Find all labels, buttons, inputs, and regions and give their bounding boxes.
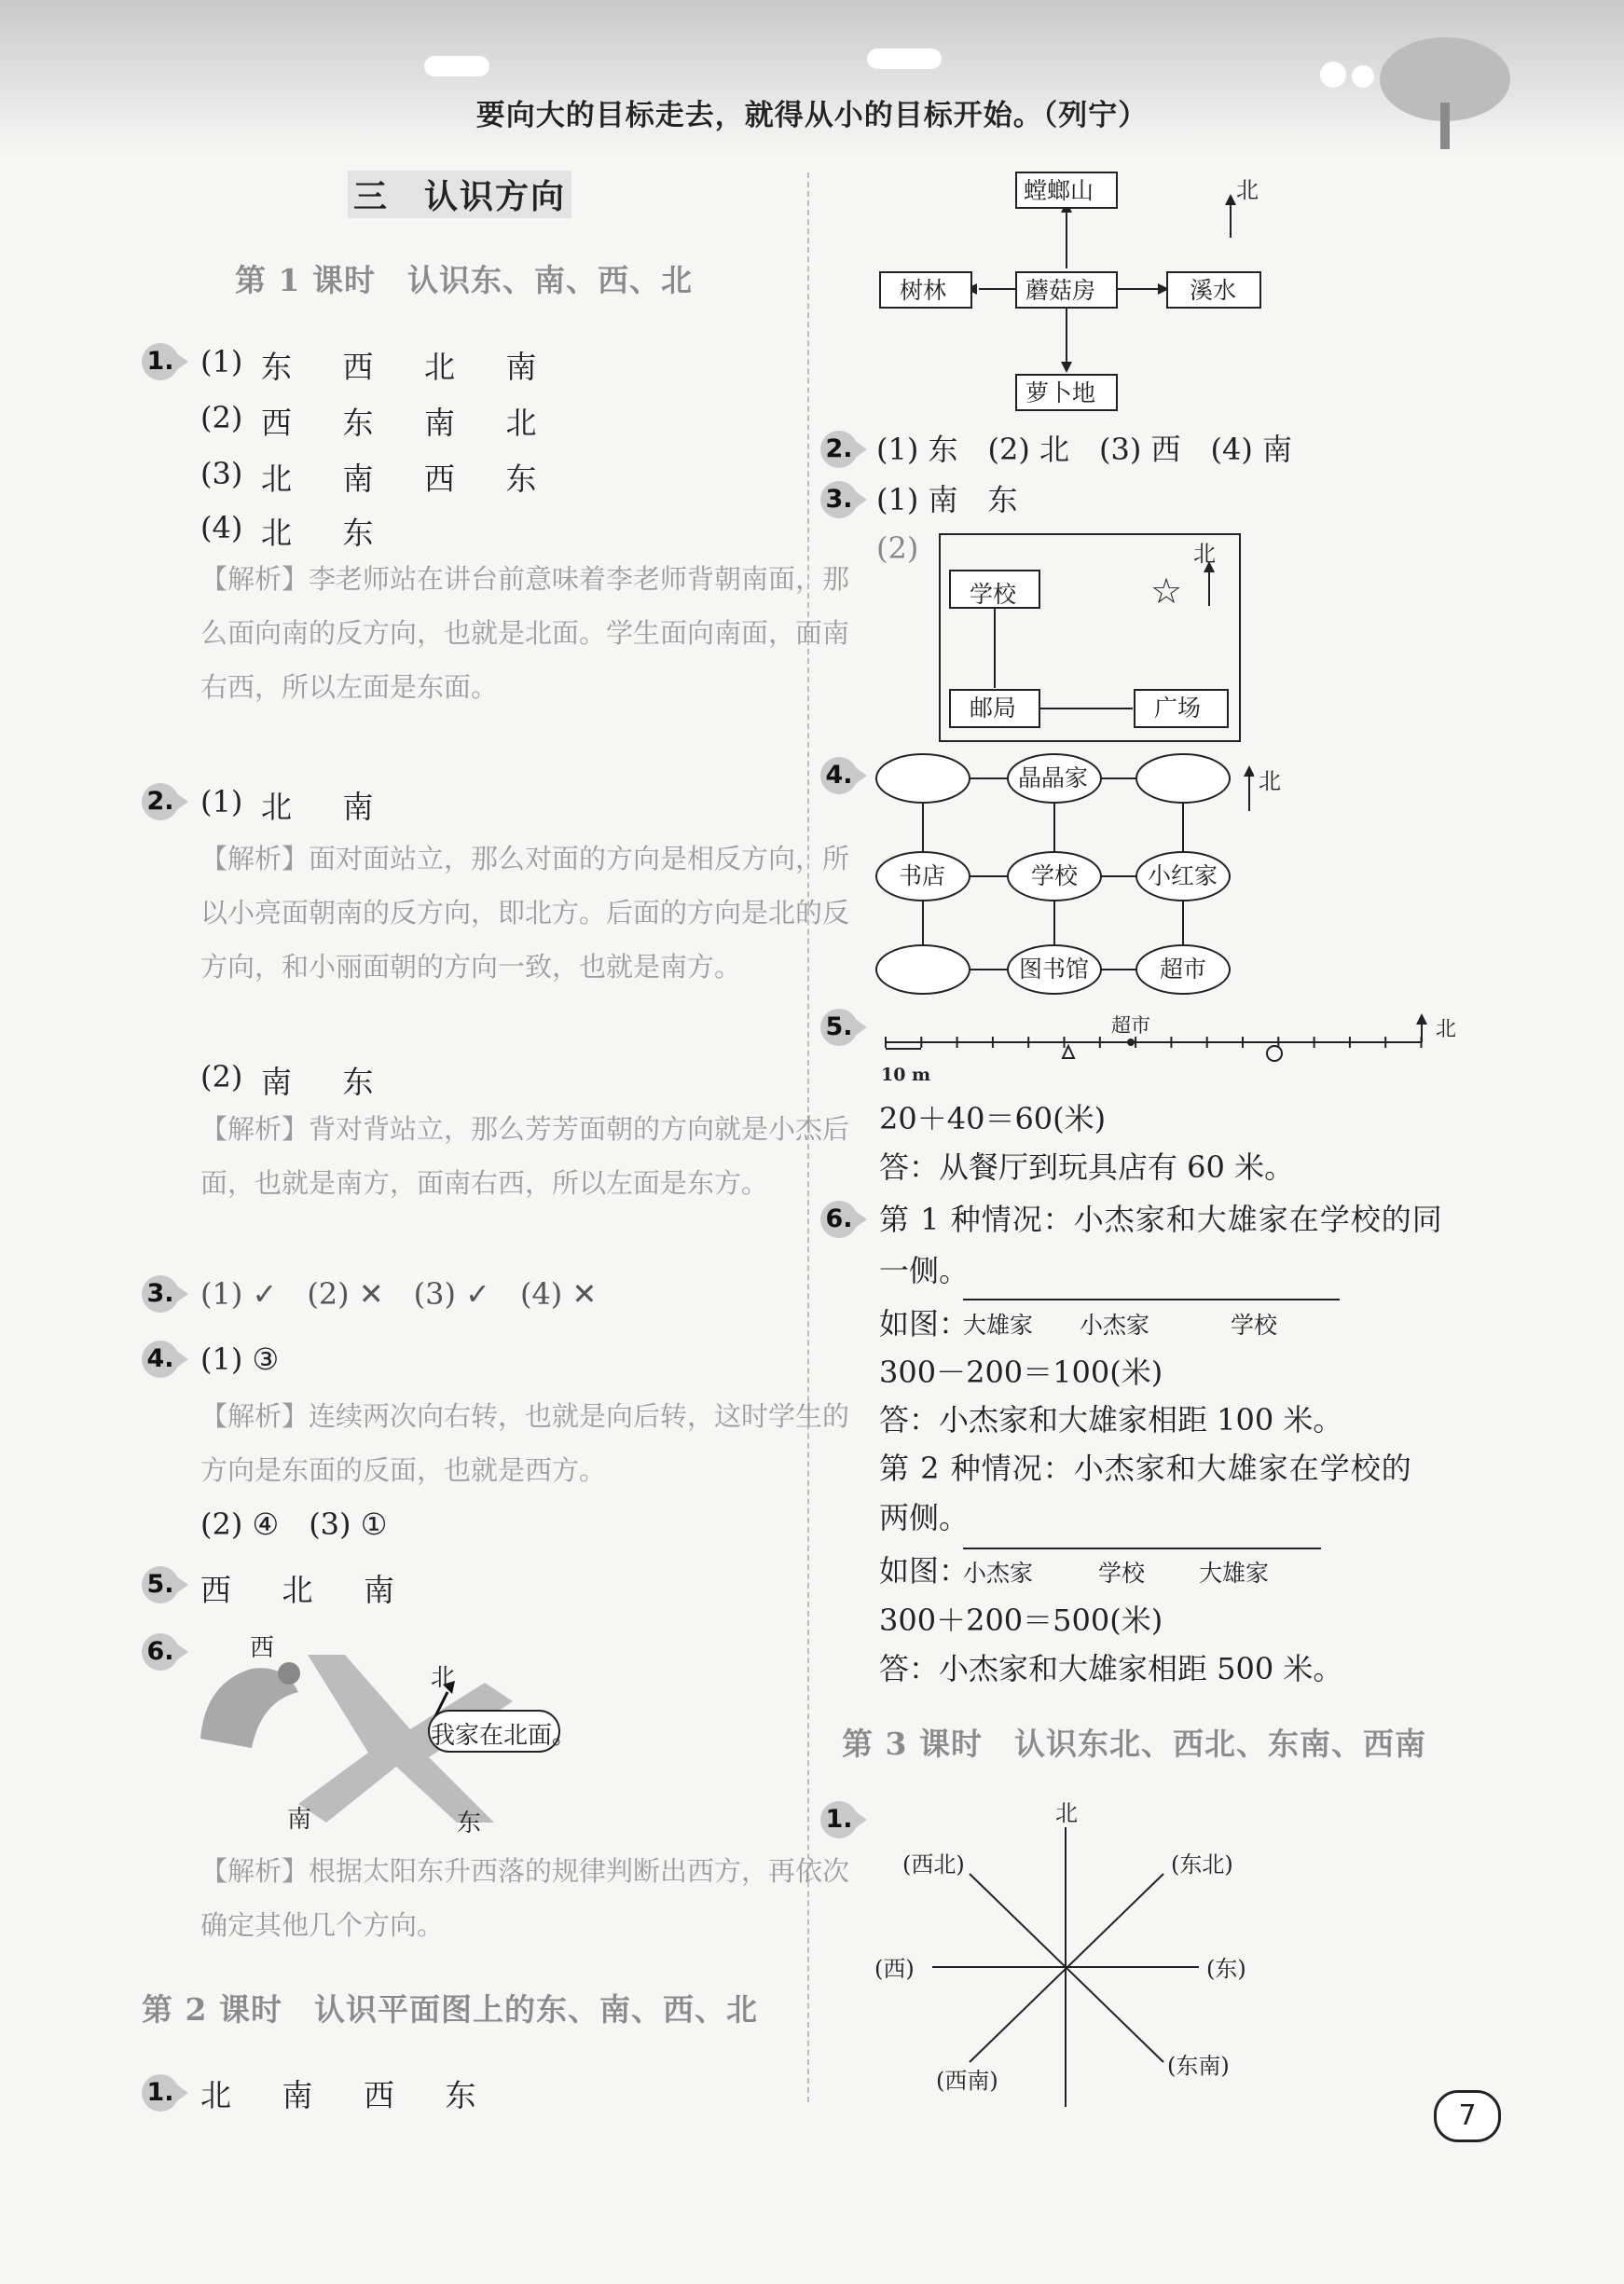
answer-text: 北 南 (261, 789, 394, 825)
answer-text: (2) ④ (3) ① (200, 1507, 388, 1542)
lesson-title: 第 3 课时 认识东北、西北、东南、西南 (842, 1726, 1426, 1762)
answer-label: (1) (200, 784, 243, 819)
answer-label: (4) (200, 510, 243, 545)
calc-text: 300－200＝100(米) (879, 1355, 1163, 1390)
question-number: 4. (142, 1341, 179, 1378)
answer-text: 北 东 (261, 515, 394, 551)
figure-point: 小杰家 (1080, 1312, 1150, 1339)
cloud-decoration (424, 56, 489, 76)
direction-label: 北 (1055, 1800, 1078, 1826)
direction-label: (西北) (902, 1851, 965, 1878)
map-label: 学校 (1031, 862, 1079, 889)
map-label: 螳螂山 (1024, 177, 1094, 204)
answer-text: 答：从餐厅到玩具店有 60 米。 (879, 1149, 1295, 1185)
figure-label: 如图： (879, 1553, 970, 1589)
direction-label: (东南) (1167, 2053, 1230, 2079)
map-label: 溪水 (1190, 277, 1237, 304)
map-label: 小红家 (1148, 862, 1218, 889)
lesson-title: 第 1 课时 认识东、南、西、北 (235, 262, 693, 298)
calc-text: 20＋40＝60(米) (879, 1101, 1107, 1136)
figure-label: 如图： (879, 1306, 970, 1342)
map-label: 邮局 (970, 695, 1017, 722)
answer-text: 第 1 种情况：小杰家和大雄家在学校的同 (879, 1202, 1443, 1237)
answer-text: 东 西 北 南 (261, 349, 557, 385)
map-label: 树林 (900, 277, 947, 304)
answer-text: 西 东 南 北 (261, 405, 557, 441)
analysis-text: 【解析】根据太阳东升西落的规律判断出西方，再依次确定其他几个方向。 (200, 1855, 850, 1941)
figure-point: 大雄家 (1199, 1560, 1270, 1587)
answer-text: (1) ✓ (2) ✕ (3) ✓ (4) ✕ (200, 1276, 598, 1312)
map-label: 学校 (970, 581, 1017, 608)
question-number: 6. (820, 1201, 858, 1238)
answer-text: (1) ③ (200, 1342, 280, 1377)
north-label: 北 (1236, 177, 1259, 203)
question-number: 5. (820, 1009, 858, 1046)
lesson-title: 第 2 课时 认识平面图上的东、南、西、北 (142, 1991, 758, 2028)
number-line (881, 1011, 1440, 1086)
figure-line (963, 1548, 1321, 1549)
figure-point: 学校 (1231, 1312, 1278, 1339)
map-label: 萝卜地 (1025, 379, 1096, 406)
question-number: 3. (820, 481, 858, 518)
line-label: 超市 (1111, 1014, 1150, 1037)
map-label: 广场 (1154, 695, 1202, 722)
figure-line (963, 1299, 1340, 1300)
question-number: 4. (820, 757, 858, 794)
page-number: 7 (1434, 2090, 1501, 2142)
figure-point: 学校 (1098, 1560, 1146, 1587)
analysis-text: 【解析】背对背站立，那么芳芳面朝的方向就是小杰后面，也就是南方，面南右西，所以左面是东方。 (200, 1113, 850, 1199)
question-number: 5. (142, 1566, 179, 1603)
answer-text: (1) 东 (2) 北 (3) 西 (4) 南 (876, 432, 1293, 467)
map-label: 超市 (1160, 956, 1207, 983)
scale-label: 10 m (881, 1065, 931, 1085)
cloud-decoration (867, 48, 942, 69)
question-number: 6. (142, 1633, 179, 1671)
analysis-text: 【解析】李老师站在讲台前意味着李老师背朝南面，那么面向南的反方向，也就是北面。学生面向南面，面南右西，所以左面是东面。 (200, 563, 850, 703)
figure-point: 大雄家 (963, 1312, 1034, 1339)
direction-label: 东 (457, 1809, 482, 1837)
speech-bubble-text: 我家在北面。 (431, 1722, 577, 1750)
star-icon: ☆ (1150, 571, 1183, 612)
answer-label: (2) (200, 400, 243, 435)
calc-text: 300＋200＝500(米) (879, 1603, 1163, 1638)
answer-text: 西 北 南 (200, 1572, 415, 1608)
answer-label: (2) (876, 530, 919, 566)
answer-text: 答：小杰家和大雄家相距 100 米。 (879, 1402, 1343, 1438)
answer-text: 北 南 西 东 (261, 461, 557, 497)
figure-point: 小杰家 (963, 1560, 1034, 1587)
question-number: 1. (820, 1801, 858, 1838)
header-motto: 要向大的目标走去，就得从小的目标开始。（列宁） (475, 99, 1149, 132)
north-label: 北 (1193, 541, 1216, 567)
answer-text: 答：小杰家和大雄家相距 500 米。 (879, 1651, 1343, 1686)
answer-text: 一侧。 (879, 1253, 970, 1288)
analysis-text: 【解析】面对面站立，那么对面的方向是相反方向，所以小亮面朝南的反方向，即北方。后面的方向是北的反方向，和小丽面朝的方向一致，也就是南方。 (200, 843, 850, 983)
map-label: 晶晶家 (1018, 764, 1089, 791)
answer-text: 第 2 种情况：小杰家和大雄家在学校的 (879, 1451, 1412, 1486)
question-number: 3. (142, 1275, 179, 1313)
answer-label: (1) (200, 344, 243, 379)
direction-label: 南 (287, 1806, 312, 1834)
direction-label: 北 (431, 1664, 456, 1692)
map-label: 蘑菇房 (1025, 277, 1096, 304)
analysis-text: 【解析】连续两次向右转，也就是向后转，这时学生的方向是东面的反面，也就是西方。 (200, 1400, 850, 1486)
direction-label: (东) (1206, 1956, 1246, 1982)
map-label: 书店 (899, 862, 946, 889)
answer-text: 两侧。 (879, 1500, 970, 1535)
question-number: 1. (142, 343, 179, 380)
question-number: 1. (142, 2074, 179, 2112)
north-label: 北 (1436, 1018, 1457, 1041)
direction-label: (西) (874, 1956, 915, 1982)
direction-label: 西 (250, 1634, 275, 1662)
answer-text: (1) 南 东 (876, 482, 1018, 517)
direction-label: (西南) (936, 2068, 998, 2094)
question-number: 2. (820, 431, 858, 468)
answer-text: 南 东 (261, 1064, 394, 1100)
answer-text: 北 南 西 东 (200, 2077, 497, 2113)
answer-label: (2) (200, 1059, 243, 1094)
question-number: 2. (142, 783, 179, 820)
north-label: 北 (1259, 768, 1281, 794)
direction-label: (东北) (1171, 1851, 1233, 1878)
answer-label: (3) (200, 456, 243, 491)
section-title: 三 认识方向 (348, 171, 571, 218)
map-label: 图书馆 (1019, 956, 1090, 983)
